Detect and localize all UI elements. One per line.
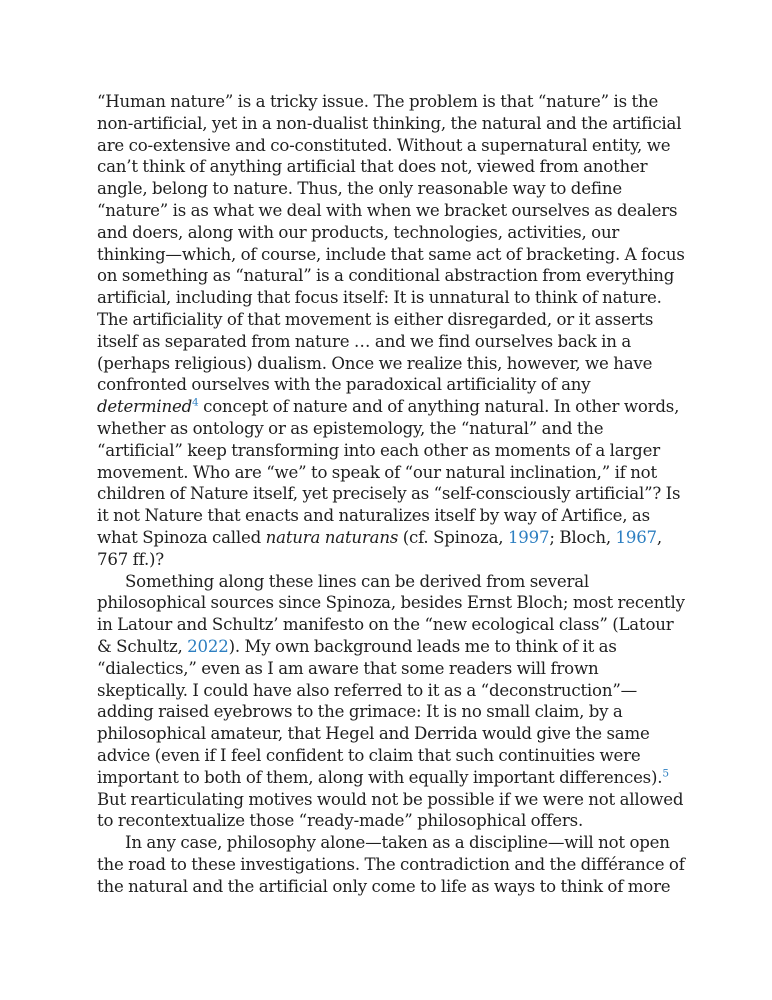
- paragraph-1-text-a: “Human nature” is a tricky issue. The problem is that “nature” is the non-artificial, yet in a non-dualist thinking, the natural and the artificial are co-extensive and co-constituted. Without a supernatural entity, we can’t think of anything artificial that does not, viewed from another angle, belong to nature. Thus, the only reasonable way to define “nature” is as what we deal with when we bracket ourselves as dealers and doers, along with our products, technologies, activities, our thinking—which, of course, include that same act of bracketing. A focus on something as “natural” is a conditional abstraction from everything artificial, including that focus itself: It is unnatural to think of nature. The artificiality of that movement is either disregarded, or it asserts itself as separated from nature … and we find ourselves back in a (perhaps religious) dualism. Once we realize this, however, we have confronted ourselves with the paradoxical artificiality of any: [97, 92, 685, 395]
- citation-latour-schultz-2022[interactable]: 2022: [187, 636, 229, 656]
- paragraph-2-text-a: Something along these lines can be derived from several philosophical sources since Spinoza, besides Ernst Bloch; most recently in Latour and Schultz’ manifesto on the “new ecological class” (Latour & Schultz,: [97, 571, 685, 656]
- body-text: [97, 91, 687, 897]
- paragraph-2-text-b: ). My own background leads me to think of it as “dialectics,” even as I am aware that some readers will frown skeptically. I could have also referred to it as a “deconstruction”—adding raised eyebrows to the grimace: It is no small claim, by a philosophical amateur, that Hegel and Derrida would give the same advice (even if I feel confident to claim that such continuities were important to both of them, along with equally important differences).: [97, 636, 663, 787]
- citation-bloch-1967[interactable]: 1967: [615, 527, 657, 547]
- paragraph-2-text-c: But rearticulating motives would not be possible if we were not allowed to recontextualize those “ready-made” philosophical offers.: [97, 789, 684, 831]
- paragraph-1-text-c: (cf. Spinoza,: [398, 527, 508, 547]
- paragraph-2: [97, 571, 687, 833]
- paragraph-1-text-b: concept of nature and of anything natural. In other words, whether as ontology or as epistemology, the “natural” and the “artificial” keep transforming into each other as moments of a larger movement. Who are “we” to speak of “our natural inclination,” if not children of Nature itself, yet precisely as “self-consciously artificial”? Is it not Nature that enacts and naturalizes itself by way of Artifice, as what Spinoza called: [97, 397, 681, 547]
- emphasis-natura-naturans: natura naturans: [265, 527, 399, 547]
- paragraph-1-text-d: ; Bloch,: [549, 527, 616, 547]
- footnote-ref-4[interactable]: 4: [192, 396, 199, 409]
- emphasis-determined: determined: [97, 397, 193, 417]
- paragraph-1: [97, 91, 687, 571]
- footnote-ref-5[interactable]: 5: [662, 767, 669, 780]
- paragraph-3: [97, 832, 687, 897]
- paragraph-1-text-e: , 767 ff.)?: [97, 527, 662, 569]
- paragraph-3-text: In any case, philosophy alone—taken as a discipline—will not open the road to these investigations. The contradiction and the différance of the natural and the artificial only come to life as ways to think of more: [97, 833, 685, 896]
- citation-spinoza-1997[interactable]: 1997: [507, 527, 550, 547]
